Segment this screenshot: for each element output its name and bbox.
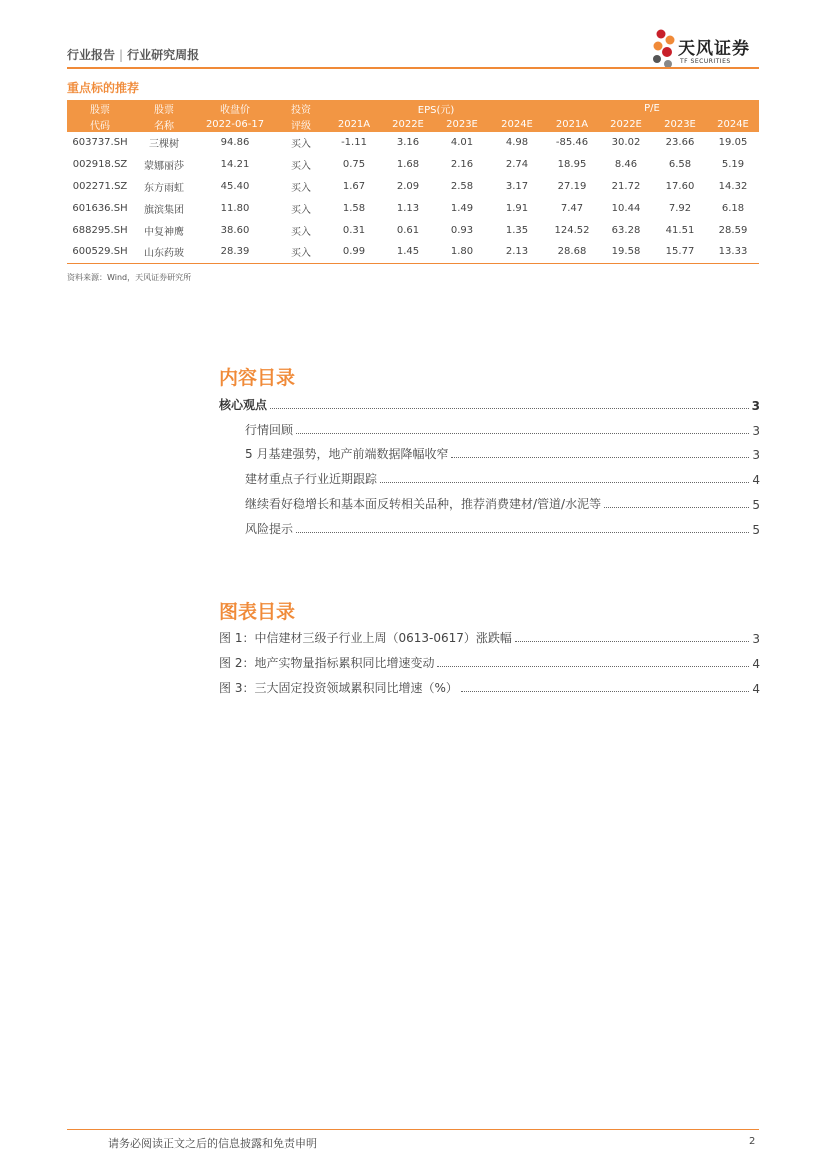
cell: 东方雨虹	[144, 182, 184, 194]
cell: 21.72	[611, 180, 641, 192]
toc-entry-page: 5	[752, 523, 760, 537]
footer-disclaimer: 请务必阅读正文之后的信息披露和免责申明	[108, 1137, 317, 1150]
cell: 中复神鹰	[144, 226, 184, 238]
report-type-header	[67, 46, 199, 63]
figure-entry-label: 图 1：中信建材三级子行业上周（0613-0617）涨跌幅	[219, 631, 512, 645]
col-header-eps: EPS(元)	[327, 100, 545, 116]
cell: 600529.SH	[67, 241, 133, 263]
col-header: 评级	[275, 116, 327, 132]
toc-leader	[451, 457, 749, 458]
cell: 603737.SH	[72, 137, 128, 149]
table-row	[67, 197, 759, 219]
table-row	[67, 154, 759, 176]
cell: 15.77	[653, 241, 707, 263]
toc-entry[interactable]	[245, 496, 760, 512]
table-row	[67, 219, 759, 241]
col-header: 投资	[275, 100, 327, 116]
cell: 3.16	[396, 137, 420, 149]
cell: 0.31	[342, 224, 366, 236]
cell: 买入	[275, 241, 327, 263]
cell: 63.28	[611, 224, 641, 236]
cell: 1.35	[505, 224, 529, 236]
cell: 124.52	[554, 224, 590, 236]
cell: 5.19	[721, 159, 745, 171]
toc-entry-page: 3	[752, 424, 760, 438]
toc-entry-label: 建材重点子行业近期跟踪	[245, 472, 378, 486]
cell: 14.32	[718, 180, 748, 192]
cell: -1.11	[341, 137, 367, 149]
figure-entry-label: 图 2：地产实物量指标累积同比增速变动	[219, 656, 435, 670]
col-header: 股票	[67, 100, 133, 116]
cell: -85.46	[555, 137, 589, 149]
toc-entry-label: 行情回顾	[245, 423, 294, 437]
toc-leader	[604, 507, 749, 508]
toc-entry-label: 5 月基建强势，地产前端数据降幅收窄	[245, 447, 449, 461]
cell: 94.86	[220, 137, 250, 149]
cell: 买入	[291, 161, 311, 173]
toc-entry[interactable]	[245, 422, 760, 438]
toc-entry[interactable]	[245, 471, 760, 487]
toc-entry-label: 核心观点	[219, 398, 268, 412]
cell: 旗滨集团	[144, 204, 184, 216]
header-separator: |	[119, 48, 124, 62]
figure-entry-page: 3	[752, 632, 760, 646]
col-header: 收盘价	[195, 100, 275, 116]
col-header: 2024E	[707, 116, 759, 132]
cell: 7.47	[560, 202, 584, 214]
cell: 2.13	[489, 241, 545, 263]
cell: 1.58	[342, 202, 366, 214]
cell: 2.09	[396, 180, 420, 192]
logo-name-cn: 天风证券	[678, 39, 750, 59]
cell: 0.75	[342, 159, 366, 171]
table-source-note: 资料来源：Wind，天风证券研究所	[67, 273, 192, 282]
toc-entry[interactable]	[245, 446, 760, 462]
toc-leader	[270, 408, 749, 409]
col-header: 2022-06-17	[195, 116, 275, 132]
cell: 4.01	[450, 137, 474, 149]
table-row	[67, 176, 759, 198]
cell: 0.61	[396, 224, 420, 236]
footer-rule	[67, 1129, 759, 1130]
toc-leader	[380, 482, 749, 483]
col-header: 2024E	[489, 116, 545, 132]
cell: 18.95	[557, 159, 587, 171]
toc-entry-label: 风险提示	[245, 522, 294, 536]
col-header: 2022E	[381, 116, 435, 132]
cell: 蒙娜丽莎	[144, 161, 184, 173]
table-row	[67, 241, 759, 263]
toc-title: 内容目录	[219, 367, 296, 389]
figure-entry[interactable]	[219, 680, 760, 696]
col-header: 名称	[133, 116, 195, 132]
cell: 2.74	[505, 159, 529, 171]
col-header: 2022E	[599, 116, 653, 132]
toc-leader	[296, 532, 749, 533]
cell: 10.44	[611, 202, 641, 214]
cell: 山东药玻	[133, 241, 195, 263]
figure-entry-page: 4	[752, 682, 760, 696]
cell: 买入	[291, 226, 311, 238]
toc-entry[interactable]	[245, 521, 760, 537]
col-header: 2023E	[435, 116, 489, 132]
toc-leader	[461, 691, 750, 692]
cell: 13.33	[707, 241, 759, 263]
cell: 买入	[291, 182, 311, 194]
cell: 8.46	[614, 159, 638, 171]
toc-entry-label: 继续看好稳增长和基本面反转相关品种，推荐消费建材/管道/水泥等	[245, 497, 602, 511]
cell: 28.59	[718, 224, 748, 236]
cell: 1.67	[342, 180, 366, 192]
cell: 三棵树	[149, 139, 179, 151]
page-number: 2	[749, 1136, 756, 1147]
col-header: 股票	[133, 100, 195, 116]
cell: 002918.SZ	[72, 159, 128, 171]
cell: 601636.SH	[72, 202, 128, 214]
col-header: 2021A	[327, 116, 381, 132]
cell: 11.80	[220, 202, 250, 214]
cell: 6.18	[721, 202, 745, 214]
recommend-table	[67, 100, 759, 264]
cell: 28.39	[195, 241, 275, 263]
logo-name-en: TF SECURITIES	[680, 58, 731, 65]
toc-entry[interactable]	[219, 397, 760, 413]
cell: 27.19	[557, 180, 587, 192]
toc-leader	[437, 666, 749, 667]
cell: 19.05	[718, 137, 748, 149]
col-header: 2023E	[653, 116, 707, 132]
cell: 19.58	[599, 241, 653, 263]
toc-leader	[515, 641, 750, 642]
cell: 688295.SH	[72, 224, 128, 236]
recommend-title: 重点标的推荐	[67, 81, 140, 95]
cell: 1.68	[396, 159, 420, 171]
toc-entry-page: 3	[751, 399, 760, 413]
cell: 41.51	[665, 224, 695, 236]
figures-title: 图表目录	[219, 601, 296, 623]
figure-entry-page: 4	[752, 657, 760, 671]
cell: 1.91	[505, 202, 529, 214]
col-header: 代码	[67, 116, 133, 132]
figure-entry-label: 图 3：三大固定投资领域累积同比增速（%）	[219, 681, 458, 695]
cell: 1.80	[435, 241, 489, 263]
cell: 3.17	[505, 180, 529, 192]
toc-leader	[296, 433, 749, 434]
cell: 45.40	[220, 180, 250, 192]
col-header: 2021A	[545, 116, 599, 132]
cell: 0.93	[450, 224, 474, 236]
cell: 23.66	[665, 137, 695, 149]
cell: 14.21	[220, 159, 250, 171]
cell: 0.99	[327, 241, 381, 263]
cell: 1.45	[381, 241, 435, 263]
cell: 002271.SZ	[72, 180, 128, 192]
table-header-row	[67, 116, 759, 132]
toc-entry-page: 5	[752, 498, 760, 512]
header-rule	[67, 67, 759, 69]
cell: 2.16	[450, 159, 474, 171]
cell: 17.60	[665, 180, 695, 192]
cell: 1.13	[396, 202, 420, 214]
toc-entry-page: 3	[752, 448, 760, 462]
cell: 买入	[291, 204, 311, 216]
toc-entry-page: 4	[752, 473, 760, 487]
cell: 30.02	[611, 137, 641, 149]
col-header-pe: P/E	[545, 100, 759, 116]
figure-entry[interactable]	[219, 630, 760, 646]
table-row	[67, 132, 759, 154]
table-header-row	[67, 100, 759, 116]
cell: 买入	[291, 139, 311, 151]
report-subtype: 行业研究周报	[127, 48, 200, 62]
cell: 28.68	[545, 241, 599, 263]
cell: 6.58	[668, 159, 692, 171]
cell: 1.49	[450, 202, 474, 214]
cell: 38.60	[220, 224, 250, 236]
cell: 4.98	[505, 137, 529, 149]
cell: 2.58	[450, 180, 474, 192]
cell: 7.92	[668, 202, 692, 214]
report-type: 行业报告	[67, 48, 116, 62]
figure-entry[interactable]	[219, 655, 760, 671]
